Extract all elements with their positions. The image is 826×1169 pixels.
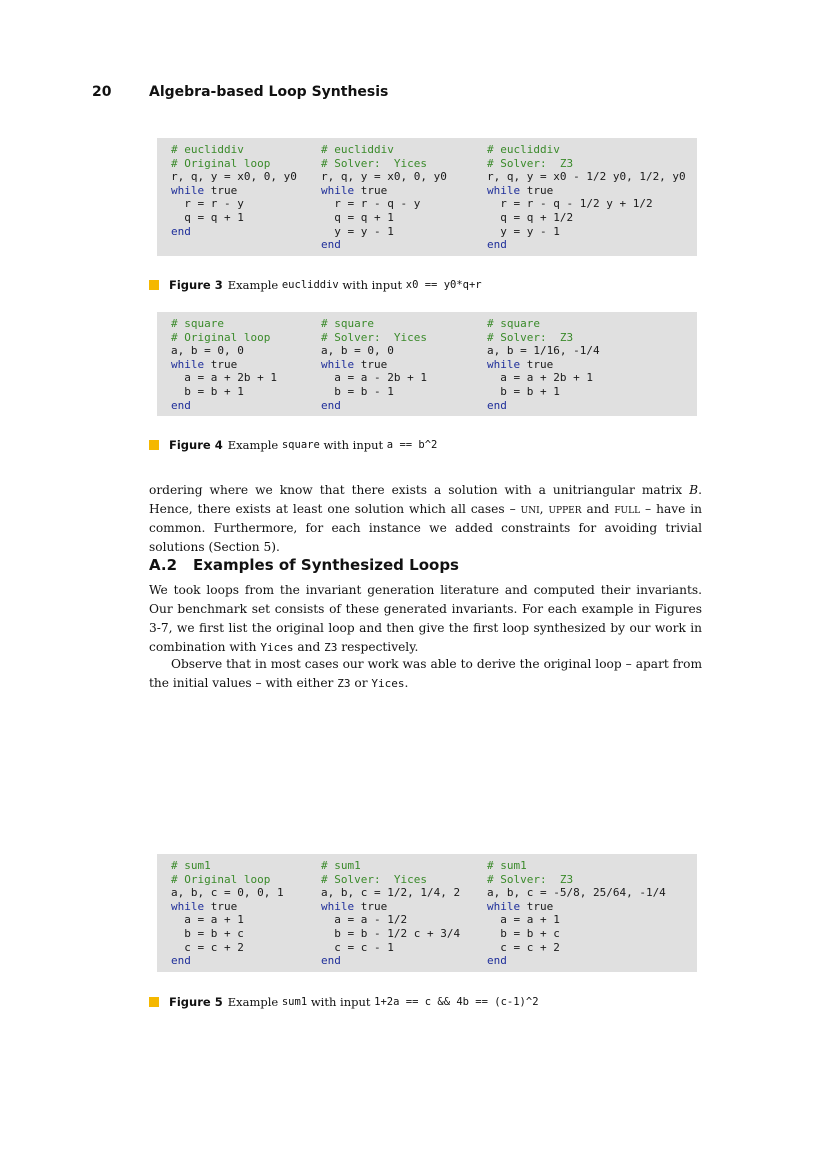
paragraph-ordering [149, 481, 702, 557]
code-line [487, 157, 686, 171]
tool-name: Z3 [337, 677, 351, 690]
code-line [321, 225, 447, 239]
code-comment: # eucliddiv [487, 143, 560, 156]
text-run: We took loops from the invariant generation literature and computed their invariants. Our benchmark set consists of these generated invariants. For each example in Figures 3-7, we first list the original loop and then give the first loop synthesized by our work in combination with [149, 583, 702, 654]
code-keyword: end [321, 238, 341, 252]
code-text: c = c + 2 [171, 940, 244, 954]
code-text: r, q, y = x0, 0, y0 [321, 170, 447, 184]
code-line [487, 371, 600, 385]
code-line [321, 913, 460, 927]
code-line [171, 157, 297, 171]
code-line [487, 211, 686, 225]
code-line [487, 170, 686, 184]
code-line [487, 317, 600, 331]
code-text: y = y - 1 [321, 224, 394, 238]
code-line [171, 371, 277, 385]
code-column-z3 [487, 143, 686, 252]
caption-marker [149, 997, 159, 1007]
code-text: a = a + 2b + 1 [487, 371, 593, 385]
code-line [171, 197, 297, 211]
code-line [487, 873, 666, 887]
figure-caption-5 [149, 995, 539, 1009]
code-line [171, 385, 277, 399]
code-line [487, 358, 600, 372]
code-keyword: while [487, 357, 521, 371]
code-text: a = a - 2b + 1 [321, 371, 427, 385]
code-line [321, 385, 427, 399]
code-line [171, 927, 284, 941]
code-line [171, 225, 297, 239]
code-text: true [204, 183, 238, 197]
code-text: true [520, 183, 554, 197]
tool-name: Yices [260, 641, 294, 654]
code-keyword: while [487, 183, 521, 197]
text-run: and [581, 502, 615, 516]
code-line [321, 170, 447, 184]
case-name: full [614, 502, 641, 516]
caption-code: a == b^2 [386, 439, 438, 451]
code-text: c = c + 2 [487, 940, 560, 954]
code-text: b = b + 1 [487, 384, 560, 398]
code-keyword: end [487, 238, 507, 252]
code-keyword: while [487, 899, 521, 913]
code-column-yices [321, 859, 460, 968]
code-line [321, 238, 447, 252]
page-number: 20 [92, 84, 112, 100]
caption-text: with input [310, 995, 371, 1009]
code-line [487, 900, 666, 914]
code-text: q = q + 1 [321, 210, 394, 224]
code-line [171, 941, 284, 955]
code-line [321, 371, 427, 385]
code-line [171, 399, 277, 413]
caption-code: 1+2a == c && 4b == (c-1)^2 [374, 996, 539, 1008]
code-line [171, 886, 284, 900]
code-text: b = b + c [171, 926, 244, 940]
code-text: q = q + 1 [171, 210, 244, 224]
code-text: c = c - 1 [321, 940, 394, 954]
code-text: a, b = 0, 0 [171, 344, 244, 358]
code-text: a, b, c = 0, 0, 1 [171, 886, 284, 900]
code-column-yices [321, 317, 427, 412]
code-text: a, b = 1/16, -1/4 [487, 344, 600, 358]
code-line [487, 331, 600, 345]
running-title: Algebra-based Loop Synthesis [149, 84, 389, 100]
code-line [321, 900, 460, 914]
code-line [487, 184, 686, 198]
figure-label: Figure 3 [169, 278, 223, 292]
caption-text: with input [323, 438, 384, 452]
code-text: r, q, y = x0 - 1/2 y0, 1/2, y0 [487, 170, 686, 184]
code-column-z3 [487, 859, 666, 968]
code-keyword: end [321, 954, 341, 968]
caption-code: square [281, 439, 320, 451]
code-line [487, 913, 666, 927]
code-line [487, 927, 666, 941]
code-text: a, b = 0, 0 [321, 344, 394, 358]
text-run: and [293, 640, 325, 654]
code-keyword: end [171, 224, 191, 238]
code-text: true [520, 357, 554, 371]
code-text: b = b + c [487, 926, 560, 940]
code-line [171, 317, 277, 331]
code-comment: # eucliddiv [321, 143, 394, 156]
code-text: r = r - q - y [321, 197, 421, 211]
code-line [321, 331, 427, 345]
code-line [321, 317, 427, 331]
code-line [487, 886, 666, 900]
code-comment: # eucliddiv [171, 143, 244, 156]
code-column-original [171, 317, 277, 412]
caption-text: with input [342, 278, 403, 292]
code-line [321, 157, 447, 171]
code-line [487, 344, 600, 358]
code-text: r = r - y [171, 197, 244, 211]
math-var: B [689, 483, 699, 497]
code-line [171, 859, 284, 873]
code-line [487, 859, 666, 873]
section-number: A.2 [149, 556, 178, 574]
code-line [171, 170, 297, 184]
caption-marker [149, 280, 159, 290]
code-text: a, b, c = 1/2, 1/4, 2 [321, 886, 461, 900]
code-text: true [354, 899, 388, 913]
code-comment: # Solver: Yices [321, 872, 427, 886]
code-line [171, 954, 284, 968]
tool-name: Yices [371, 677, 405, 690]
code-keyword: end [171, 398, 191, 412]
code-comment: # Solver: Z3 [487, 330, 574, 344]
code-text: true [204, 899, 238, 913]
code-line [171, 913, 284, 927]
code-text: b = b - 1 [321, 384, 394, 398]
code-comment: # Solver: Z3 [487, 156, 574, 170]
code-line [487, 385, 600, 399]
code-text: a = a - 1/2 [321, 913, 408, 927]
code-text: b = b - 1/2 c + 3/4 [321, 926, 461, 940]
code-text: true [204, 357, 238, 371]
code-text: q = q + 1/2 [487, 210, 574, 224]
code-text: y = y - 1 [487, 224, 560, 238]
case-name: uni [520, 502, 540, 516]
code-comment: # square [321, 317, 374, 330]
case-name: upper [548, 502, 582, 516]
caption-code: x0 == y0*q+r [405, 279, 482, 291]
code-line [321, 873, 460, 887]
code-line [487, 225, 686, 239]
paragraph-observation [149, 655, 702, 693]
code-column-yices [321, 143, 447, 252]
code-text: true [354, 183, 388, 197]
figure-label: Figure 5 [169, 995, 223, 1009]
code-column-z3 [487, 317, 600, 412]
code-line [171, 344, 277, 358]
code-line [321, 941, 460, 955]
code-line [321, 211, 447, 225]
code-keyword: while [171, 899, 205, 913]
code-text: a = a + 1 [487, 913, 560, 927]
code-keyword: end [487, 954, 507, 968]
code-line [171, 873, 284, 887]
code-line [487, 399, 600, 413]
text-run: ordering where we know that there exists a solution with a unitriangular matrix [149, 483, 690, 497]
code-line [171, 331, 277, 345]
text-run: – have in common. Furthermore, for each instance we added constraints for avoiding trivial solutions (Section 5). [149, 502, 702, 554]
code-text: r, q, y = x0, 0, y0 [171, 170, 297, 184]
code-text: r = r - q - 1/2 y + 1/2 [487, 197, 653, 211]
section-title: Examples of Synthesized Loops [193, 556, 459, 574]
caption-code: eucliddiv [281, 279, 339, 291]
code-keyword: end [321, 398, 341, 412]
code-line [487, 941, 666, 955]
code-line [171, 184, 297, 198]
paragraph-benchmarks [149, 581, 702, 657]
code-line [487, 143, 686, 157]
code-comment: # Original loop [171, 156, 271, 170]
code-comment: # Original loop [171, 330, 271, 344]
caption-marker [149, 440, 159, 450]
code-comment: # Solver: Yices [321, 156, 427, 170]
code-line [171, 211, 297, 225]
code-text: a = a + 1 [171, 913, 244, 927]
caption-code: sum1 [281, 996, 308, 1008]
code-line [321, 927, 460, 941]
code-comment: # Original loop [171, 872, 271, 886]
code-line [487, 197, 686, 211]
code-line [487, 238, 686, 252]
code-keyword: end [171, 954, 191, 968]
figure-label: Figure 4 [169, 438, 223, 452]
text-run: . [404, 676, 409, 690]
code-line [321, 184, 447, 198]
code-line [321, 886, 460, 900]
code-keyword: end [487, 398, 507, 412]
text-run: Observe that in most cases our work was able to derive the original loop – apart from the initial values – with either [149, 657, 702, 690]
code-keyword: while [171, 183, 205, 197]
code-keyword: while [171, 357, 205, 371]
text-run: , [539, 502, 549, 516]
code-text: a, b, c = -5/8, 25/64, -1/4 [487, 886, 666, 900]
code-line [487, 954, 666, 968]
code-text: true [354, 357, 388, 371]
section-heading [149, 556, 459, 574]
text-run: or [350, 676, 372, 690]
code-line [171, 143, 297, 157]
code-keyword: while [321, 183, 355, 197]
code-line [171, 900, 284, 914]
code-line [321, 358, 427, 372]
code-keyword: while [321, 899, 355, 913]
figure-caption-3 [149, 278, 482, 292]
code-listing-eucliddiv [157, 138, 697, 256]
code-line [321, 859, 460, 873]
code-line [321, 143, 447, 157]
caption-text: Example [227, 995, 279, 1009]
caption-text: Example [227, 438, 279, 452]
code-keyword: while [321, 357, 355, 371]
page-header [92, 84, 388, 100]
code-text: b = b + 1 [171, 384, 244, 398]
code-comment: # square [171, 317, 224, 330]
code-comment: # square [487, 317, 540, 330]
code-line [321, 344, 427, 358]
caption-text: Example [227, 278, 279, 292]
code-line [321, 399, 427, 413]
text-run: respectively. [337, 640, 419, 654]
code-text: a = a + 2b + 1 [171, 371, 277, 385]
code-column-original [171, 859, 284, 968]
code-comment: # Solver: Yices [321, 330, 427, 344]
text-run: . Hence, there exists at least one solution which all cases – [149, 483, 702, 516]
code-comment: # sum1 [171, 859, 211, 872]
code-line [321, 954, 460, 968]
code-text: true [520, 899, 554, 913]
code-column-original [171, 143, 297, 238]
code-comment: # Solver: Z3 [487, 872, 574, 886]
code-line [321, 197, 447, 211]
code-line [171, 358, 277, 372]
code-listing-sum1 [157, 854, 697, 972]
code-comment: # sum1 [321, 859, 361, 872]
code-listing-square [157, 312, 697, 416]
code-comment: # sum1 [487, 859, 527, 872]
tool-name: Z3 [324, 641, 338, 654]
figure-caption-4 [149, 438, 437, 452]
